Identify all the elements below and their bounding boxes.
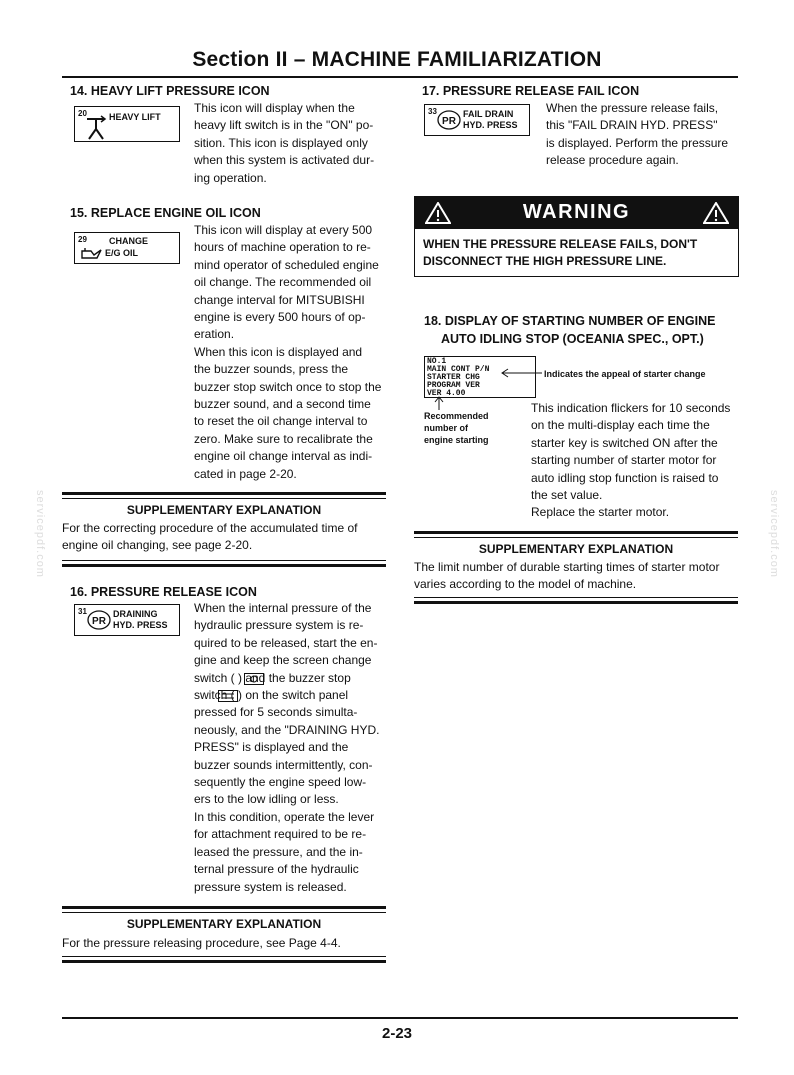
pressure-release-badge-icon — [437, 109, 461, 131]
icon-label: HYD. PRESS — [463, 120, 518, 130]
s16-line: buzzer sounds intermittently, con- — [194, 757, 373, 772]
icon-number: 29 — [78, 235, 87, 244]
warning-box — [414, 196, 739, 277]
s16-line-text: switch ( ) and the buzzer stop — [194, 670, 351, 685]
supplementary-title: SUPPLEMENTARY EXPLANATION — [478, 542, 674, 556]
callout-starter-change: Indicates the appeal of starter change — [544, 369, 706, 379]
s15-line: zero. Make sure to recalibrate the — [194, 431, 373, 446]
s16-line: ers to the low idling or less. — [194, 792, 339, 807]
s15-line: engine is every 500 hours of op- — [194, 310, 366, 325]
divider — [62, 960, 386, 963]
s16-line: neously, and the "DRAINING HYD. — [194, 722, 380, 737]
divider — [62, 492, 386, 495]
watermark-left: servicepdf.com — [34, 490, 46, 578]
s16-line: for attachment required to be re- — [194, 827, 367, 842]
s16-line: leased the pressure, and the in- — [194, 844, 363, 859]
callout-recommended: number of — [424, 423, 468, 433]
callout-recommended: Recommended — [424, 411, 489, 421]
supplementary-title: SUPPLEMENTARY EXPLANATION — [126, 917, 322, 931]
s15-line: oil change. The recommended oil — [194, 275, 372, 290]
section-18-heading: 18. DISPLAY OF STARTING NUMBER OF ENGINE — [424, 314, 716, 328]
oil-can-icon — [79, 247, 103, 261]
display-line: NO.1 — [427, 357, 447, 366]
change-engine-oil-display-icon — [74, 232, 180, 264]
s17-line: is displayed. Perform the pressure — [546, 135, 729, 150]
supplementary-line: For the pressure releasing procedure, see Page 4-4. — [62, 936, 341, 950]
warning-header — [415, 197, 738, 229]
s14-line: ing operation. — [194, 170, 267, 185]
s16-line — [194, 687, 379, 704]
s16-line: PRESS" is displayed and the — [194, 740, 349, 755]
callout-arrow-right — [500, 368, 542, 378]
s16-line: In this condition, operate the lever — [194, 809, 375, 824]
pressure-release-badge-icon — [87, 609, 111, 631]
section-18-heading-2: AUTO IDLING STOP (OCEANIA SPEC., OPT.) — [441, 332, 704, 346]
display-line: MAIN CONT P/N — [427, 365, 490, 374]
s17-line: this "FAIL DRAIN HYD. PRESS" — [546, 118, 718, 133]
icon-label: HEAVY LIFT — [109, 112, 161, 122]
s16-line-text: switch ( ) on the switch panel — [194, 688, 349, 703]
s17-line: release procedure again. — [546, 153, 679, 168]
divider — [62, 956, 386, 957]
supplementary-line: The limit number of durable starting times of starter motor — [414, 560, 720, 574]
warning-text: DISCONNECT THE HIGH PRESSURE LINE. — [423, 254, 667, 268]
s18-line: starting number of starter motor for — [531, 453, 717, 468]
warning-triangle-icon — [703, 202, 729, 224]
s15-line: buzzer stop switch once to stop the — [194, 379, 382, 394]
watermark-right: servicepdf.com — [768, 490, 780, 578]
divider — [62, 498, 386, 499]
s16-line: pressed for 5 seconds simulta- — [194, 705, 358, 720]
fail-drain-hyd-press-display-icon — [424, 104, 530, 136]
s14-line: This icon will display when the — [194, 101, 355, 115]
page-title: Section II – MACHINE FAMILIARIZATION — [192, 48, 602, 71]
s18-line: on the multi-display each time the — [531, 418, 710, 433]
s16-line: hydraulic pressure system is re- — [194, 618, 364, 633]
s15-line: buzzer sound, and a second time — [194, 397, 371, 412]
supplementary-line: engine oil changing, see page 2-20. — [62, 538, 253, 553]
s18-line: This indication flickers for 10 seconds — [531, 401, 731, 415]
svg-text:PR: PR — [92, 616, 106, 627]
s17-line: When the pressure release fails, — [546, 101, 719, 115]
callout-recommended: engine starting — [424, 435, 489, 445]
icon-label: E/G OIL — [105, 248, 139, 258]
title-rule — [62, 76, 738, 78]
divider — [62, 560, 386, 561]
icon-number: 33 — [428, 107, 437, 116]
display-line: VER 4.00 — [427, 389, 466, 398]
s16-line: sequently the engine speed low- — [194, 775, 367, 790]
heavy-lift-icon — [83, 113, 109, 141]
s15-line: to reset the oil change interval to — [194, 414, 368, 429]
draining-hyd-press-display-icon — [74, 604, 180, 636]
warning-title: WARNING — [522, 201, 631, 223]
s14-line: when this system is activated dur- — [194, 153, 375, 168]
display-line: PROGRAM VER — [427, 381, 480, 390]
s18-line: Replace the starter motor. — [531, 505, 670, 520]
s18-line: the set value. — [531, 488, 603, 503]
s15-line: change interval for MITSUBISHI — [194, 292, 365, 307]
s16-line: gine and keep the screen change — [194, 653, 372, 668]
supplementary-line: For the correcting procedure of the accumulated time of — [62, 521, 358, 535]
section-17-heading: 17. PRESSURE RELEASE FAIL ICON — [422, 84, 640, 98]
icon-label: CHANGE — [109, 236, 149, 246]
s16-line: pressure system is released. — [194, 879, 347, 894]
callout-arrow-up — [434, 396, 444, 410]
s18-line: auto idling stop function is raised to — [531, 470, 719, 485]
s15-line: eration. — [194, 327, 235, 342]
icon-label: HYD. PRESS — [113, 620, 168, 630]
s14-line: heavy lift switch is in the "ON" po- — [194, 118, 374, 133]
svg-text:PR: PR — [442, 116, 456, 127]
s18-line: starter key is switched ON after the — [531, 435, 718, 450]
s16-line: When the internal pressure of the — [194, 601, 372, 615]
s15-line: This icon will display at every 500 — [194, 223, 373, 237]
s16-line: quired to be released, start the en- — [194, 635, 378, 650]
screen-change-switch-icon — [244, 673, 264, 685]
icon-number: 31 — [78, 607, 87, 616]
display-line: STARTER CHG — [427, 373, 480, 382]
divider — [62, 564, 386, 567]
divider — [414, 597, 738, 598]
s15-line: cated in page 2-20. — [194, 466, 297, 481]
divider — [414, 531, 738, 534]
s15-line: mind operator of scheduled engine — [194, 257, 379, 272]
supplementary-line: varies according to the model of machine. — [414, 577, 637, 592]
icon-label: FAIL DRAIN — [463, 109, 514, 119]
divider — [62, 906, 386, 909]
warning-text: WHEN THE PRESSURE RELEASE FAILS, DON'T — [423, 237, 698, 251]
divider — [414, 601, 738, 604]
section-15-heading: 15. REPLACE ENGINE OIL ICON — [70, 206, 261, 220]
buzzer-stop-switch-icon — [218, 690, 238, 702]
page-number: 2-23 — [381, 1025, 413, 1042]
s16-line: ternal pressure of the hydraulic — [194, 862, 359, 877]
s15-line: hours of machine operation to re- — [194, 240, 371, 255]
footer-rule — [62, 1017, 738, 1019]
s15-line: engine oil change interval as indi- — [194, 449, 373, 464]
supplementary-title: SUPPLEMENTARY EXPLANATION — [126, 503, 322, 517]
section-14-heading: 14. HEAVY LIFT PRESSURE ICON — [70, 84, 270, 98]
s16-line — [194, 670, 379, 687]
heavy-lift-display-icon — [74, 106, 180, 142]
icon-number: 20 — [78, 109, 87, 118]
s14-line: sition. This icon is displayed only — [194, 135, 368, 150]
s15-line: the buzzer sounds, press the — [194, 362, 349, 377]
s15-line: When this icon is displayed and — [194, 344, 363, 359]
divider — [414, 537, 738, 538]
divider — [62, 912, 386, 913]
icon-label: DRAINING — [113, 609, 158, 619]
section-16-heading: 16. PRESSURE RELEASE ICON — [70, 585, 257, 599]
